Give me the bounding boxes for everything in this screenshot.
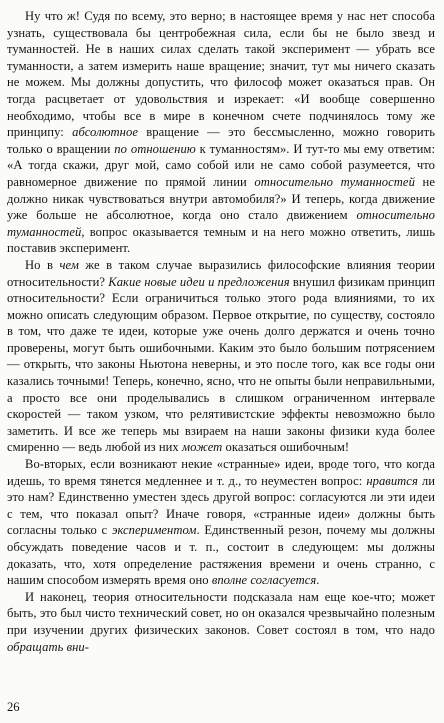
text-run: к туманностям». И тут-то мы ему ответим: «А тогда скажи, друг мой, само собой или не само собой разумеется, что равномерное движение по прямой линии — [7, 141, 435, 189]
paragraph — [7, 456, 435, 589]
text-run: же в таком случае выразились философские влияния теории относительности? — [7, 257, 436, 289]
paragraph — [7, 589, 435, 655]
text-run: ли это нам? Единственно уместен здесь другой вопрос: согласуются ли эти идеи с тем, что показал опыт? Иначе говоря, «странные идеи» должны быть согласны только с — [7, 473, 435, 538]
italic-text: обращать вни- — [7, 639, 90, 654]
paragraph — [7, 8, 435, 257]
italic-text: вполне согласуется — [211, 573, 317, 588]
italic-text: экспериментом — [111, 523, 197, 538]
italic-text: абсолютное — [72, 125, 138, 140]
italic-text: относительно туманностей — [254, 174, 415, 189]
italic-text: нравится — [366, 473, 418, 488]
italic-text: по отношению — [114, 141, 196, 156]
text-run: оказаться ошибочным! — [222, 440, 350, 455]
text-run: , вопрос оказывается темным и на него можно ответить, лишь поставив эксперимент. — [7, 224, 435, 256]
text-run: вращение — это бессмысленно, можно говорить только о вращении — [7, 125, 436, 156]
text-run: Но в — [25, 257, 60, 272]
text-run: Во-вторых, если возникают некие «странные» идеи, вроде того, что когда идешь, то время тянется медленнее и т. д., то неуместен вопрос: — [7, 457, 435, 488]
italic-text: может — [181, 440, 223, 455]
text-run: не должно никак чувствоваться внутри автомобиля?» И теперь, когда движение уже больше не абсолютное, когда оно стало движением — [7, 174, 435, 223]
text-run: внушил физикам принцип относительности? Если ограничиться только этого рода влияниями, то их можно описать следующим образом. Первое открытие, по существу, состояло в том, что даже те идеи, которые уже очень долго держатся и очень точно проверены, могут быть ошибочными. Каким это было большим потрясением — открыть, что законы Ньютона неверны, и это после того, как все годы они казались точными! Теперь, конечно, ясно, что не опыты были неправильными, а просто все они проделывались в слишком ограниченном интервале скоростей — таком узком, что релятивистские эффекты невозможно было заметить. И все же теперь мы взираем на наши законы физики куда более смиренно — ведь любой из них — [7, 274, 435, 455]
page-number: 26 — [7, 700, 20, 714]
text-run: И наконец, теория относительности подсказала нам еще кое-что; может быть, это был чисто технический совет, но он оказался чрезвычайно полезным при изучении других физических законов. Совет состоял в том, что надо — [7, 589, 435, 637]
text-run: . — [316, 573, 320, 588]
paragraph — [7, 257, 435, 456]
body-text — [7, 8, 435, 655]
text-run: Ну что ж! Судя по всему, это верно; в настоящее время у нас нет способа узнать, существовала бы центробежная сила, если бы не было звезд и туманностей. Не в наших силах сделать такой эксперимент — убрать все туманности, а затем измерить наше вращение; значит, тут мы ничего сказать не можем. Мы должны допустить, что философ может оказаться прав. Он тогда расцветает от удовольствия и изрекает: «И вообще совершенно необходимо, чтобы все в мире в конечном счете подчинялось тому же принципу: — [7, 9, 435, 140]
italic-text: чем — [59, 257, 79, 272]
italic-text: Какие новые идеи и предложения — [108, 274, 290, 289]
text-run: . Единственный резон, почему мы должны обсуждать поведение часов и т. п., состоит в следующем: мы должны доказать, что, хотя определение растяжения времени и очень странно, с нашим способом измерять время оно — [7, 523, 435, 588]
italic-text: относительно туманностей — [7, 208, 435, 239]
